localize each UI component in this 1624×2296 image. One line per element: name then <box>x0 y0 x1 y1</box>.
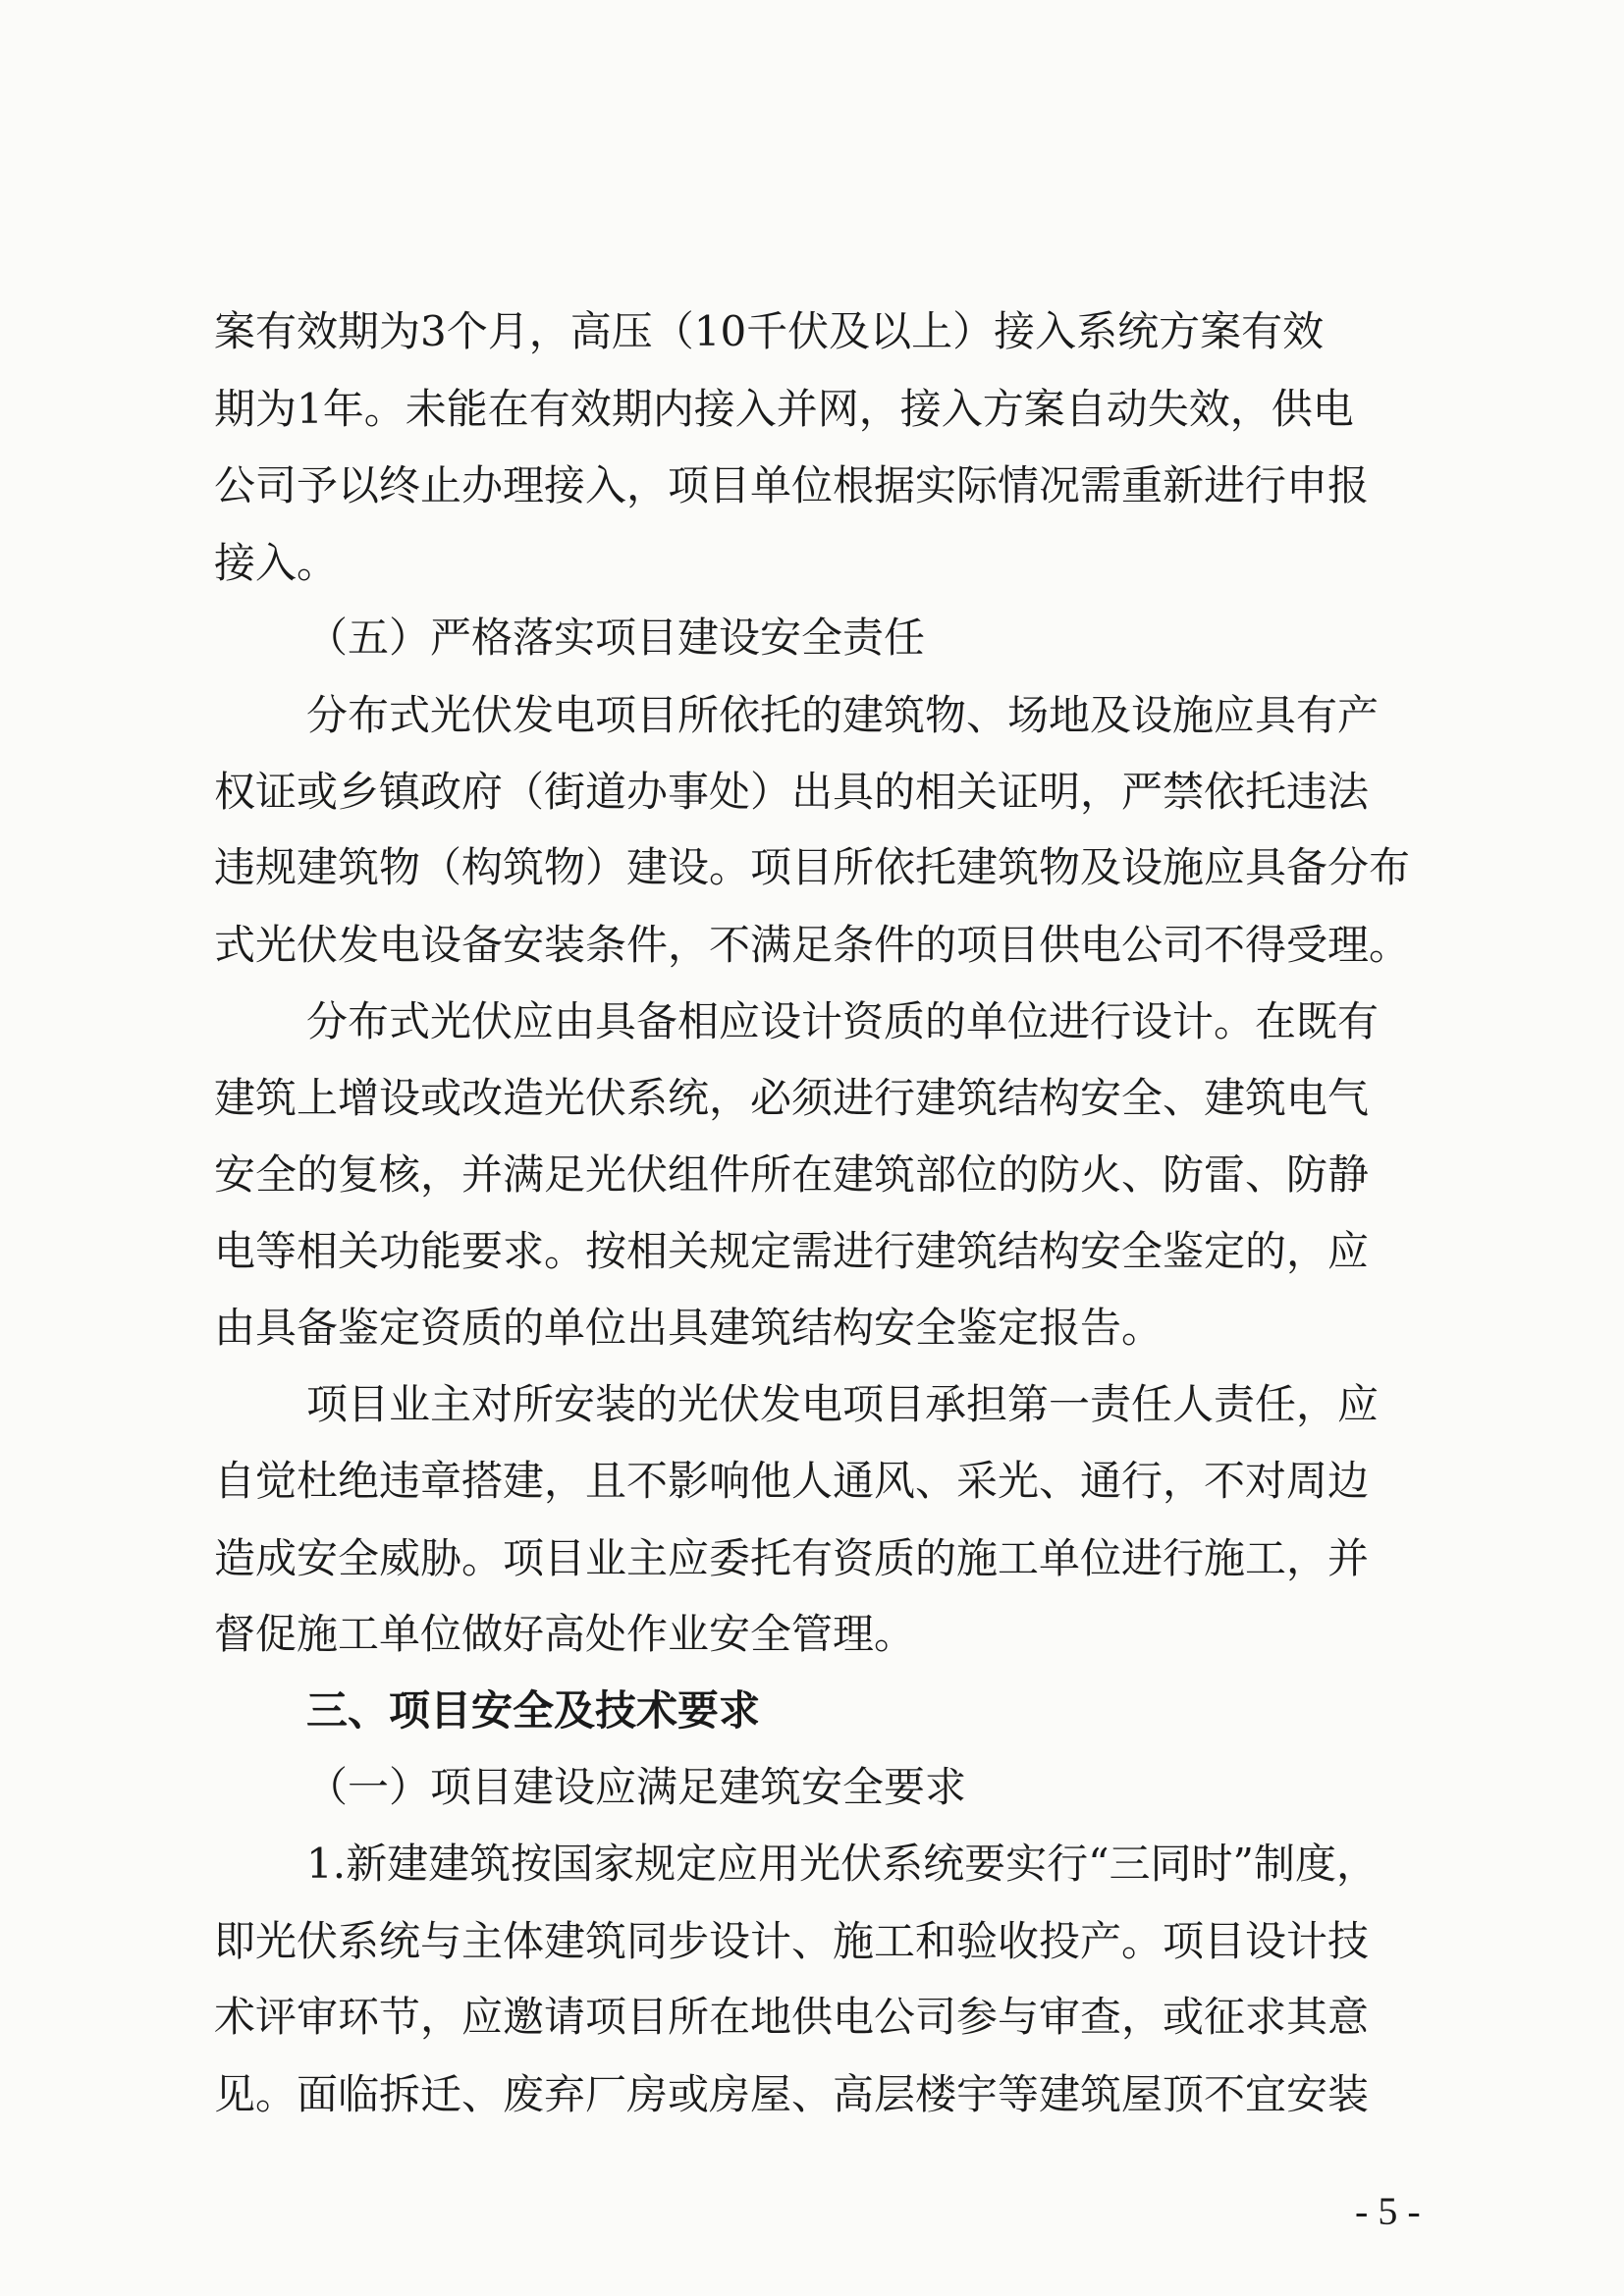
body-line: 建筑上增设或改造光伏系统，必须进行建筑结构安全、建筑电气 <box>214 1074 1370 1122</box>
section-heading: （一）项目建设应满足建筑安全要求 <box>306 1763 967 1811</box>
body-line: 违规建筑物（构筑物）建设。项目所依托建筑物及设施应具备分布 <box>214 843 1411 891</box>
body-line: 分布式光伏应由具备相应设计资质的单位进行设计。在既有 <box>306 997 1380 1045</box>
body-line: 式光伏发电设备安装条件，不满足条件的项目供电公司不得受理。 <box>214 921 1411 969</box>
body-line: 电等相关功能要求。按相关规定需进行建筑结构安全鉴定的，应 <box>214 1227 1370 1275</box>
body-line: 权证或乡镇政府（街道办事处）出具的相关证明，严禁依托违法 <box>214 768 1370 816</box>
body-line: 案有效期为3个月，高压（10千伏及以上）接入系统方案有效 <box>214 307 1325 355</box>
body-line: 接入。 <box>214 539 339 587</box>
body-line: 期为1年。未能在有效期内接入并网，接入方案自动失效，供电 <box>214 385 1354 433</box>
chapter-heading: 三、项目安全及技术要求 <box>306 1686 761 1735</box>
body-line: 项目业主对所安装的光伏发电项目承担第一责任人责任，应 <box>306 1380 1380 1428</box>
page-number: - 5 - <box>1355 2189 1421 2233</box>
body-line: 安全的复核，并满足光伏组件所在建筑部位的防火、防雷、防静 <box>214 1150 1370 1199</box>
body-line: 公司予以终止办理接入，项目单位根据实际情况需重新进行申报 <box>214 461 1370 509</box>
body-line: 督促施工单位做好高处作业安全管理。 <box>214 1610 916 1658</box>
body-line: 造成安全威胁。项目业主应委托有资质的施工单位进行施工，并 <box>214 1534 1370 1582</box>
body-line: 分布式光伏发电项目所依托的建筑物、场地及设施应具有产 <box>306 691 1380 739</box>
body-line: 自觉杜绝违章搭建，且不影响他人通风、采光、通行，不对周边 <box>214 1457 1370 1505</box>
body-line: 由具备鉴定资质的单位出具建筑结构安全鉴定报告。 <box>214 1304 1164 1352</box>
body-line: 即光伏系统与主体建筑同步设计、施工和验收投产。项目设计技 <box>214 1917 1370 1965</box>
body-line: 术评审环节，应邀请项目所在地供电公司参与审查，或征求其意 <box>214 1993 1370 2041</box>
body-line: 1.新建建筑按国家规定应用光伏系统要实行“三同时”制度， <box>306 1840 1379 1888</box>
body-line: 见。面临拆迁、废弃厂房或房屋、高层楼宇等建筑屋顶不宜安装 <box>214 2070 1370 2118</box>
section-heading: （五）严格落实项目建设安全责任 <box>306 614 926 662</box>
